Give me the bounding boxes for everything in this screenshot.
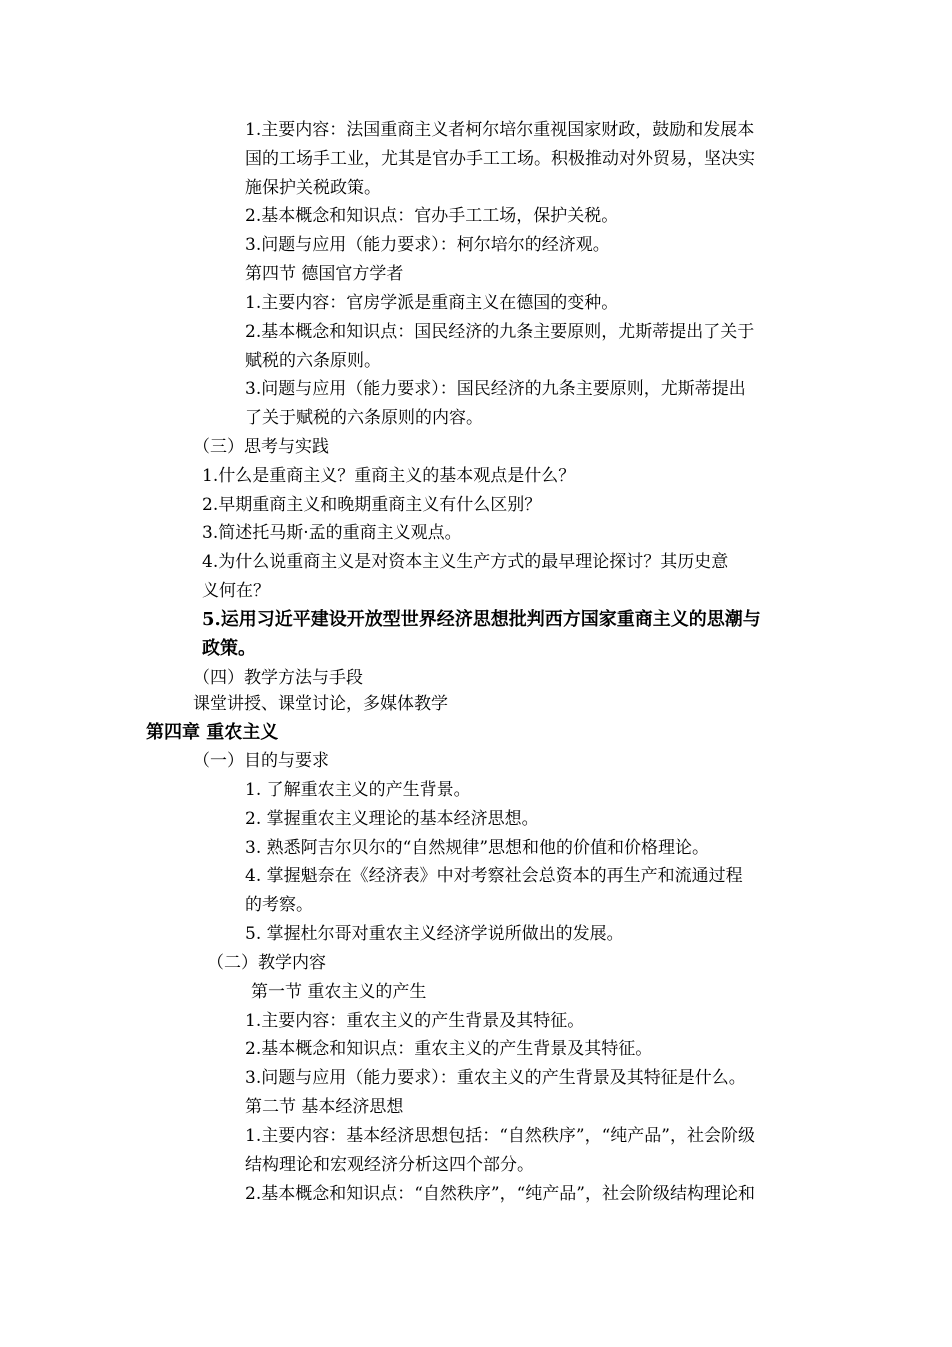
- subsection-heading: （二）教学内容: [207, 953, 326, 973]
- objective-item: 1. 了解重农主义的产生背景。: [245, 780, 471, 800]
- question-item-bold: 政策。: [202, 638, 256, 659]
- chapter-heading: 第四章 重农主义: [146, 722, 279, 743]
- objective-item: 5. 掌握杜尔哥对重农主义经济学说所做出的发展。: [245, 924, 624, 944]
- question-item: 1.什么是重商主义？重商主义的基本观点是什么？: [202, 466, 576, 486]
- text-line: 2.基本概念和知识点：重农主义的产生背景及其特征。: [245, 1039, 653, 1059]
- text-line: 课堂讲授、课堂讨论，多媒体教学: [193, 694, 448, 714]
- text-line: 1.主要内容：法国重商主义者柯尔培尔重视国家财政，鼓励和发展本: [245, 120, 755, 140]
- subsection-heading: （四）教学方法与手段: [193, 668, 363, 688]
- question-item-bold: 5.运用习近平建设开放型世界经济思想批判西方国家重商主义的思潮与: [202, 609, 761, 630]
- objective-item: 4. 掌握魁奈在《经济表》中对考察社会总资本的再生产和流通过程: [245, 866, 743, 886]
- question-item: 4.为什么说重商主义是对资本主义生产方式的最早理论探讨？其历史意: [202, 552, 729, 572]
- text-line: 国的工场手工业，尤其是官办手工工场。积极推动对外贸易，坚决实: [245, 149, 755, 169]
- objective-item: 2. 掌握重农主义理论的基本经济思想。: [245, 809, 539, 829]
- question-item: 义何在？: [202, 581, 270, 601]
- text-line: 1.主要内容：官房学派是重商主义在德国的变种。: [245, 293, 619, 313]
- section-heading: 第一节 重农主义的产生: [251, 982, 427, 1002]
- text-line: 1.主要内容：重农主义的产生背景及其特征。: [245, 1011, 585, 1031]
- text-line: 2.基本概念和知识点：官办手工工场，保护关税。: [245, 206, 619, 226]
- text-line: 了关于赋税的六条原则的内容。: [245, 408, 483, 428]
- question-item: 2.早期重商主义和晚期重商主义有什么区别？: [202, 495, 542, 515]
- subsection-heading: （一）目的与要求: [193, 751, 329, 771]
- text-line: 结构理论和宏观经济分析这四个部分。: [245, 1155, 534, 1175]
- text-line: 1.主要内容：基本经济思想包括：“自然秩序”，“纯产品”，社会阶级: [245, 1126, 755, 1146]
- text-line: 施保护关税政策。: [245, 178, 381, 198]
- objective-item: 3. 熟悉阿吉尔贝尔的“自然规律”思想和他的价值和价格理论。: [245, 838, 710, 858]
- text-line: 赋税的六条原则。: [245, 351, 381, 371]
- section-heading: 第四节 德国官方学者: [245, 264, 404, 284]
- text-line: 2.基本概念和知识点：“自然秩序”，“纯产品”，社会阶级结构理论和: [245, 1184, 755, 1204]
- text-line: 3.问题与应用（能力要求）：重农主义的产生背景及其特征是什么。: [245, 1068, 746, 1088]
- text-line: 3.问题与应用（能力要求）：柯尔培尔的经济观。: [245, 235, 610, 255]
- section-heading: 第二节 基本经济思想: [245, 1097, 404, 1117]
- objective-item: 的考察。: [245, 895, 313, 915]
- text-line: 3.问题与应用（能力要求）：国民经济的九条主要原则，尤斯蒂提出: [245, 379, 746, 399]
- question-item: 3.简述托马斯·孟的重商主义观点。: [202, 523, 462, 543]
- subsection-heading: （三）思考与实践: [193, 437, 329, 457]
- text-line: 2.基本概念和知识点：国民经济的九条主要原则，尤斯蒂提出了关于: [245, 322, 755, 342]
